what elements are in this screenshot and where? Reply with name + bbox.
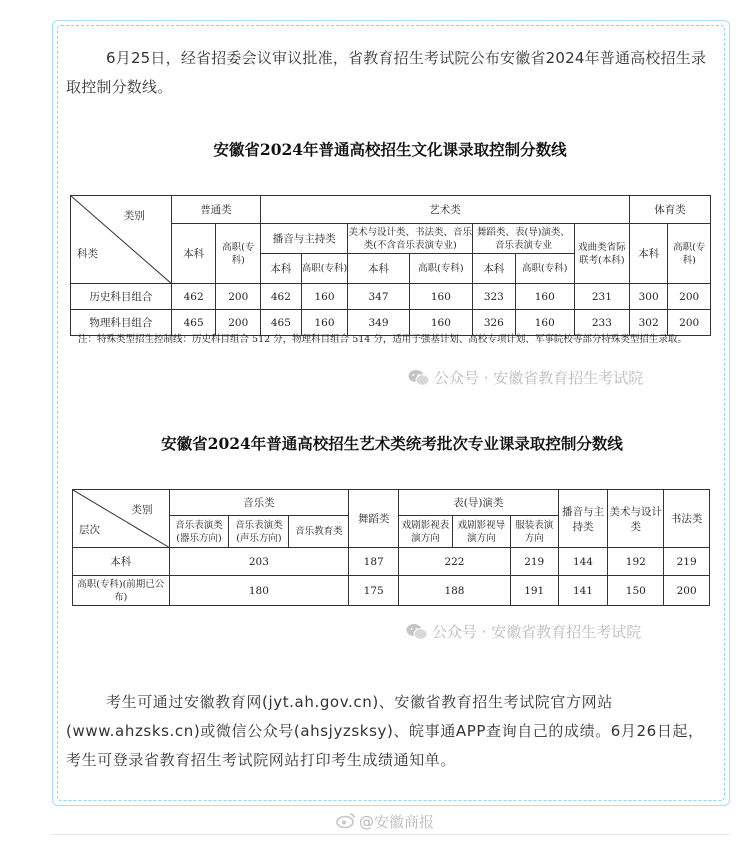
score-cell: 160 xyxy=(409,310,472,336)
score-cell: 323 xyxy=(473,284,516,310)
row-label: 本科 xyxy=(73,548,170,576)
bofang-benke: 本科 xyxy=(261,254,302,284)
row-label: 历史科目组合 xyxy=(71,284,172,310)
meishu-gaozhi: 高职(专科) xyxy=(409,254,472,284)
group-shufa: 书法类 xyxy=(664,490,710,548)
table2-corner xyxy=(73,490,170,548)
table1-corner xyxy=(71,196,172,284)
putong-benke: 本科 xyxy=(171,224,216,284)
row-label: 高职(专科)(前期已公布) xyxy=(73,576,170,606)
group-biaoyan: 表(导)演类 xyxy=(399,490,558,516)
sub-meishu: 美术与设计类、书法类、音乐类(不含音乐表演专业) xyxy=(348,224,473,254)
group-wudao: 舞蹈类 xyxy=(349,490,399,548)
culture-score-table xyxy=(70,195,711,336)
tiyu-benke: 本科 xyxy=(629,224,667,284)
table-row xyxy=(71,284,711,310)
score-cell: 200 xyxy=(216,310,261,336)
outro-paragraph: 考生可通过安徽教育网(jyt.ah.gov.cn)、安徽省教育招生考试院官方网站(www.ahzsks.cn)或微信公众号(ahsjyzsksy)、皖事通APP查询自己的成绩。6月26日起，考生可登录省教育招生考试院网站打印考生成绩通知单。 xyxy=(66,693,704,769)
score-cell: 200 xyxy=(664,576,710,606)
watermark-text: 公众号 · 安徽省教育招生考试院 xyxy=(432,623,642,641)
group-yishu: 艺术类 xyxy=(261,196,630,224)
art-score-table xyxy=(72,489,710,606)
score-cell: 326 xyxy=(473,310,516,336)
group-tiyu: 体育类 xyxy=(629,196,710,224)
score-cell: 160 xyxy=(301,310,348,336)
score-cell: 302 xyxy=(629,310,667,336)
row-label: 物理科目组合 xyxy=(71,310,172,336)
wechat-watermark xyxy=(406,621,641,642)
score-cell: 300 xyxy=(629,284,667,310)
score-cell: 144 xyxy=(558,548,608,576)
sub-xjbiao: 戏剧影视表演方向 xyxy=(399,516,453,548)
wudao-benke: 本科 xyxy=(473,254,516,284)
table1-corner-top: 类别 xyxy=(123,210,145,222)
sub-bofang: 播音与主持类 xyxy=(261,224,348,254)
weibo-icon xyxy=(336,812,356,832)
sub-xjdao: 戏剧影视导演方向 xyxy=(452,516,510,548)
score-cell: 175 xyxy=(349,576,399,606)
table2-corner-top: 类别 xyxy=(131,504,153,516)
score-cell: 188 xyxy=(399,576,511,606)
score-cell: 462 xyxy=(171,284,216,310)
score-cell: 200 xyxy=(668,310,711,336)
table1-title: 安徽省2024年普通高校招生文化课录取控制分数线 xyxy=(213,140,567,159)
score-cell: 141 xyxy=(558,576,608,606)
score-cell: 187 xyxy=(349,548,399,576)
table-row xyxy=(71,310,711,336)
score-cell: 233 xyxy=(574,310,629,336)
putong-gaozhi: 高职(专科) xyxy=(216,224,261,284)
score-cell: 465 xyxy=(261,310,302,336)
score-cell: 203 xyxy=(169,548,349,576)
score-cell: 231 xyxy=(574,284,629,310)
bofang-gaozhi: 高职(专科) xyxy=(301,254,348,284)
divider xyxy=(52,834,730,835)
score-cell: 219 xyxy=(664,548,710,576)
sub-fzbiao: 服装表演方向 xyxy=(510,516,558,548)
score-cell: 160 xyxy=(409,284,472,310)
group-meishu: 美术与设计类 xyxy=(608,490,664,548)
sub-yyjy: 音乐教育类 xyxy=(289,516,349,548)
score-cell: 200 xyxy=(668,284,711,310)
score-cell: 347 xyxy=(348,284,409,310)
group-bofang: 播音与主持类 xyxy=(558,490,608,548)
wudao-gaozhi: 高职(专科) xyxy=(515,254,574,284)
tiyu-gaozhi: 高职(专科) xyxy=(668,224,711,284)
score-cell: 191 xyxy=(510,576,558,606)
sub-xiqu: 戏曲类省际联考(本科) xyxy=(574,224,629,284)
sub-ysbq: 音乐表演类(器乐方向) xyxy=(169,516,229,548)
weibo-text: @安徽商报 xyxy=(359,813,435,831)
table2-corner-bottom: 层次 xyxy=(79,524,100,536)
score-cell: 219 xyxy=(510,548,558,576)
wechat-watermark xyxy=(408,367,643,388)
score-cell: 200 xyxy=(216,284,261,310)
score-cell: 465 xyxy=(171,310,216,336)
score-cell: 222 xyxy=(399,548,511,576)
watermark-text: 公众号 · 安徽省教育招生考试院 xyxy=(434,369,644,387)
score-cell: 349 xyxy=(348,310,409,336)
score-cell: 160 xyxy=(515,284,574,310)
wechat-icon xyxy=(406,623,428,641)
score-cell: 180 xyxy=(169,576,349,606)
wechat-icon xyxy=(408,369,430,387)
score-cell: 150 xyxy=(608,576,664,606)
score-cell: 160 xyxy=(301,284,348,310)
sub-wudao: 舞蹈类、表(导)演类、音乐表演专业 xyxy=(473,224,575,254)
meishu-benke: 本科 xyxy=(348,254,409,284)
sub-ysbs: 音乐表演类(声乐方向) xyxy=(229,516,289,548)
score-cell: 160 xyxy=(515,310,574,336)
group-yinyue: 音乐类 xyxy=(169,490,349,516)
table1-note: 注：特殊类型招生控制线：历史科目组合 512 分，物理科目组合 514 分，适用于强基计划、高校专项计划、军事院校等部分特殊类型招生录取。 xyxy=(78,334,687,345)
intro-paragraph: 6月25日，经省招委会议审议批准，省教育招生考试院公布安徽省2024年普通高校招生录取控制分数线。 xyxy=(66,49,707,96)
table-row xyxy=(73,576,710,606)
table-row xyxy=(73,548,710,576)
weibo-watermark xyxy=(336,811,434,832)
table2-title: 安徽省2024年普通高校招生艺术类统考批次专业课录取控制分数线 xyxy=(161,434,623,453)
score-cell: 462 xyxy=(261,284,302,310)
group-putong: 普通类 xyxy=(171,196,260,224)
score-cell: 192 xyxy=(608,548,664,576)
table1-corner-bottom: 科类 xyxy=(77,248,98,260)
